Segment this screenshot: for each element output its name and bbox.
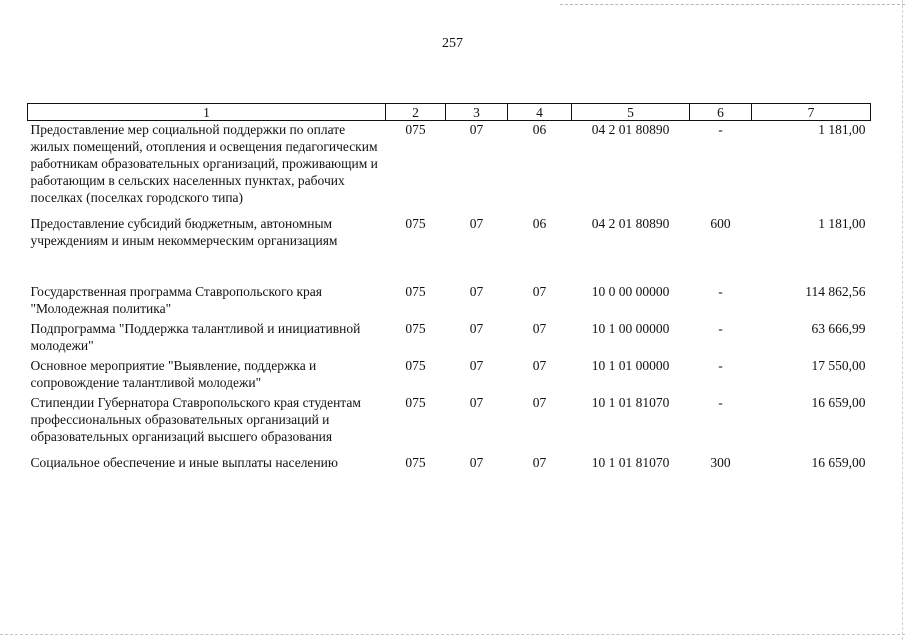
row-expense-type: 600 [710, 216, 731, 231]
row-description: Стипендии Губернатора Ставропольского края студентам профессиональных образовательных организаций и образовательных организаций высшего образования [30, 395, 361, 444]
row-subsection: 07 [532, 321, 547, 336]
row-expense-type: 300 [710, 455, 731, 470]
scan-edge-bottom [0, 634, 905, 635]
row-subsection: 07 [532, 395, 547, 410]
row-description: Предоставление мер социальной поддержки по оплате жилых помещений, отопления и освещения педагогическим работникам образовательных организаций, проживающим и работающим в сельских населенных пунктах, рабочих поселках (поселках городского типа) [30, 122, 378, 205]
row-section: 07 [469, 284, 484, 299]
row-target-article: 04 2 01 80890 [591, 216, 670, 231]
row-target-article: 10 1 01 00000 [591, 358, 670, 373]
row-subsection: 07 [532, 284, 547, 299]
row-target-article: 10 0 00 00000 [591, 284, 670, 299]
row-subsection: 06 [532, 122, 547, 137]
header-col-6: 6 [690, 104, 752, 121]
table-row [28, 357, 871, 394]
row-subsection: 07 [532, 358, 547, 373]
table-row [28, 121, 871, 216]
row-description: Государственная программа Ставропольского края "Молодежная политика" [30, 284, 322, 316]
row-subsection: 07 [532, 455, 547, 470]
row-expense-type: - [718, 358, 723, 373]
row-section: 07 [469, 216, 484, 231]
row-expense-type: - [718, 284, 723, 299]
row-ministry: 075 [405, 395, 426, 410]
row-amount: 63 666,99 [811, 321, 866, 336]
row-section: 07 [469, 358, 484, 373]
row-section: 07 [469, 395, 484, 410]
row-ministry: 075 [405, 455, 426, 470]
row-target-article: 10 1 01 81070 [591, 395, 670, 410]
header-col-2: 2 [386, 104, 446, 121]
table-header [28, 104, 871, 121]
row-amount: 17 550,00 [811, 358, 866, 373]
row-amount: 16 659,00 [811, 455, 866, 470]
budget-table [27, 103, 871, 471]
row-ministry: 075 [405, 216, 426, 231]
header-row [28, 104, 871, 121]
header-col-4: 4 [508, 104, 572, 121]
row-description: Предоставление субсидий бюджетным, автономным учреждениям и иным некоммерческим организациям [30, 216, 338, 248]
row-amount: 1 181,00 [818, 122, 866, 137]
table-row [28, 283, 871, 320]
row-target-article: 04 2 01 80890 [591, 122, 670, 137]
table-row [28, 320, 871, 357]
row-expense-type: - [718, 395, 723, 410]
header-col-1: 1 [28, 104, 386, 121]
row-amount: 114 862,56 [805, 284, 866, 299]
header-col-5: 5 [572, 104, 690, 121]
row-description: Подпрограмма "Поддержка талантливой и инициативной молодежи" [30, 321, 361, 353]
row-section: 07 [469, 122, 484, 137]
row-target-article: 10 1 00 00000 [591, 321, 670, 336]
header-col-3: 3 [446, 104, 508, 121]
table-body [28, 121, 871, 472]
row-expense-type: - [718, 321, 723, 336]
row-ministry: 075 [405, 321, 426, 336]
row-ministry: 075 [405, 284, 426, 299]
table-row [28, 454, 871, 471]
row-ministry: 075 [405, 122, 426, 137]
page-number: 257 [442, 36, 463, 51]
row-amount: 1 181,00 [818, 216, 866, 231]
row-ministry: 075 [405, 358, 426, 373]
row-amount: 16 659,00 [811, 395, 866, 410]
header-col-7: 7 [752, 104, 871, 121]
scan-edge-top [560, 4, 905, 5]
row-subsection: 06 [532, 216, 547, 231]
table-row [28, 215, 871, 283]
row-description: Социальное обеспечение и иные выплаты населению [30, 455, 338, 470]
row-target-article: 10 1 01 81070 [591, 455, 670, 470]
row-section: 07 [469, 455, 484, 470]
row-section: 07 [469, 321, 484, 336]
row-expense-type: - [718, 122, 723, 137]
row-description: Основное мероприятие "Выявление, поддержка и сопровождение талантливой молодежи" [30, 358, 317, 390]
scan-edge-right [902, 0, 903, 640]
table-row [28, 394, 871, 454]
